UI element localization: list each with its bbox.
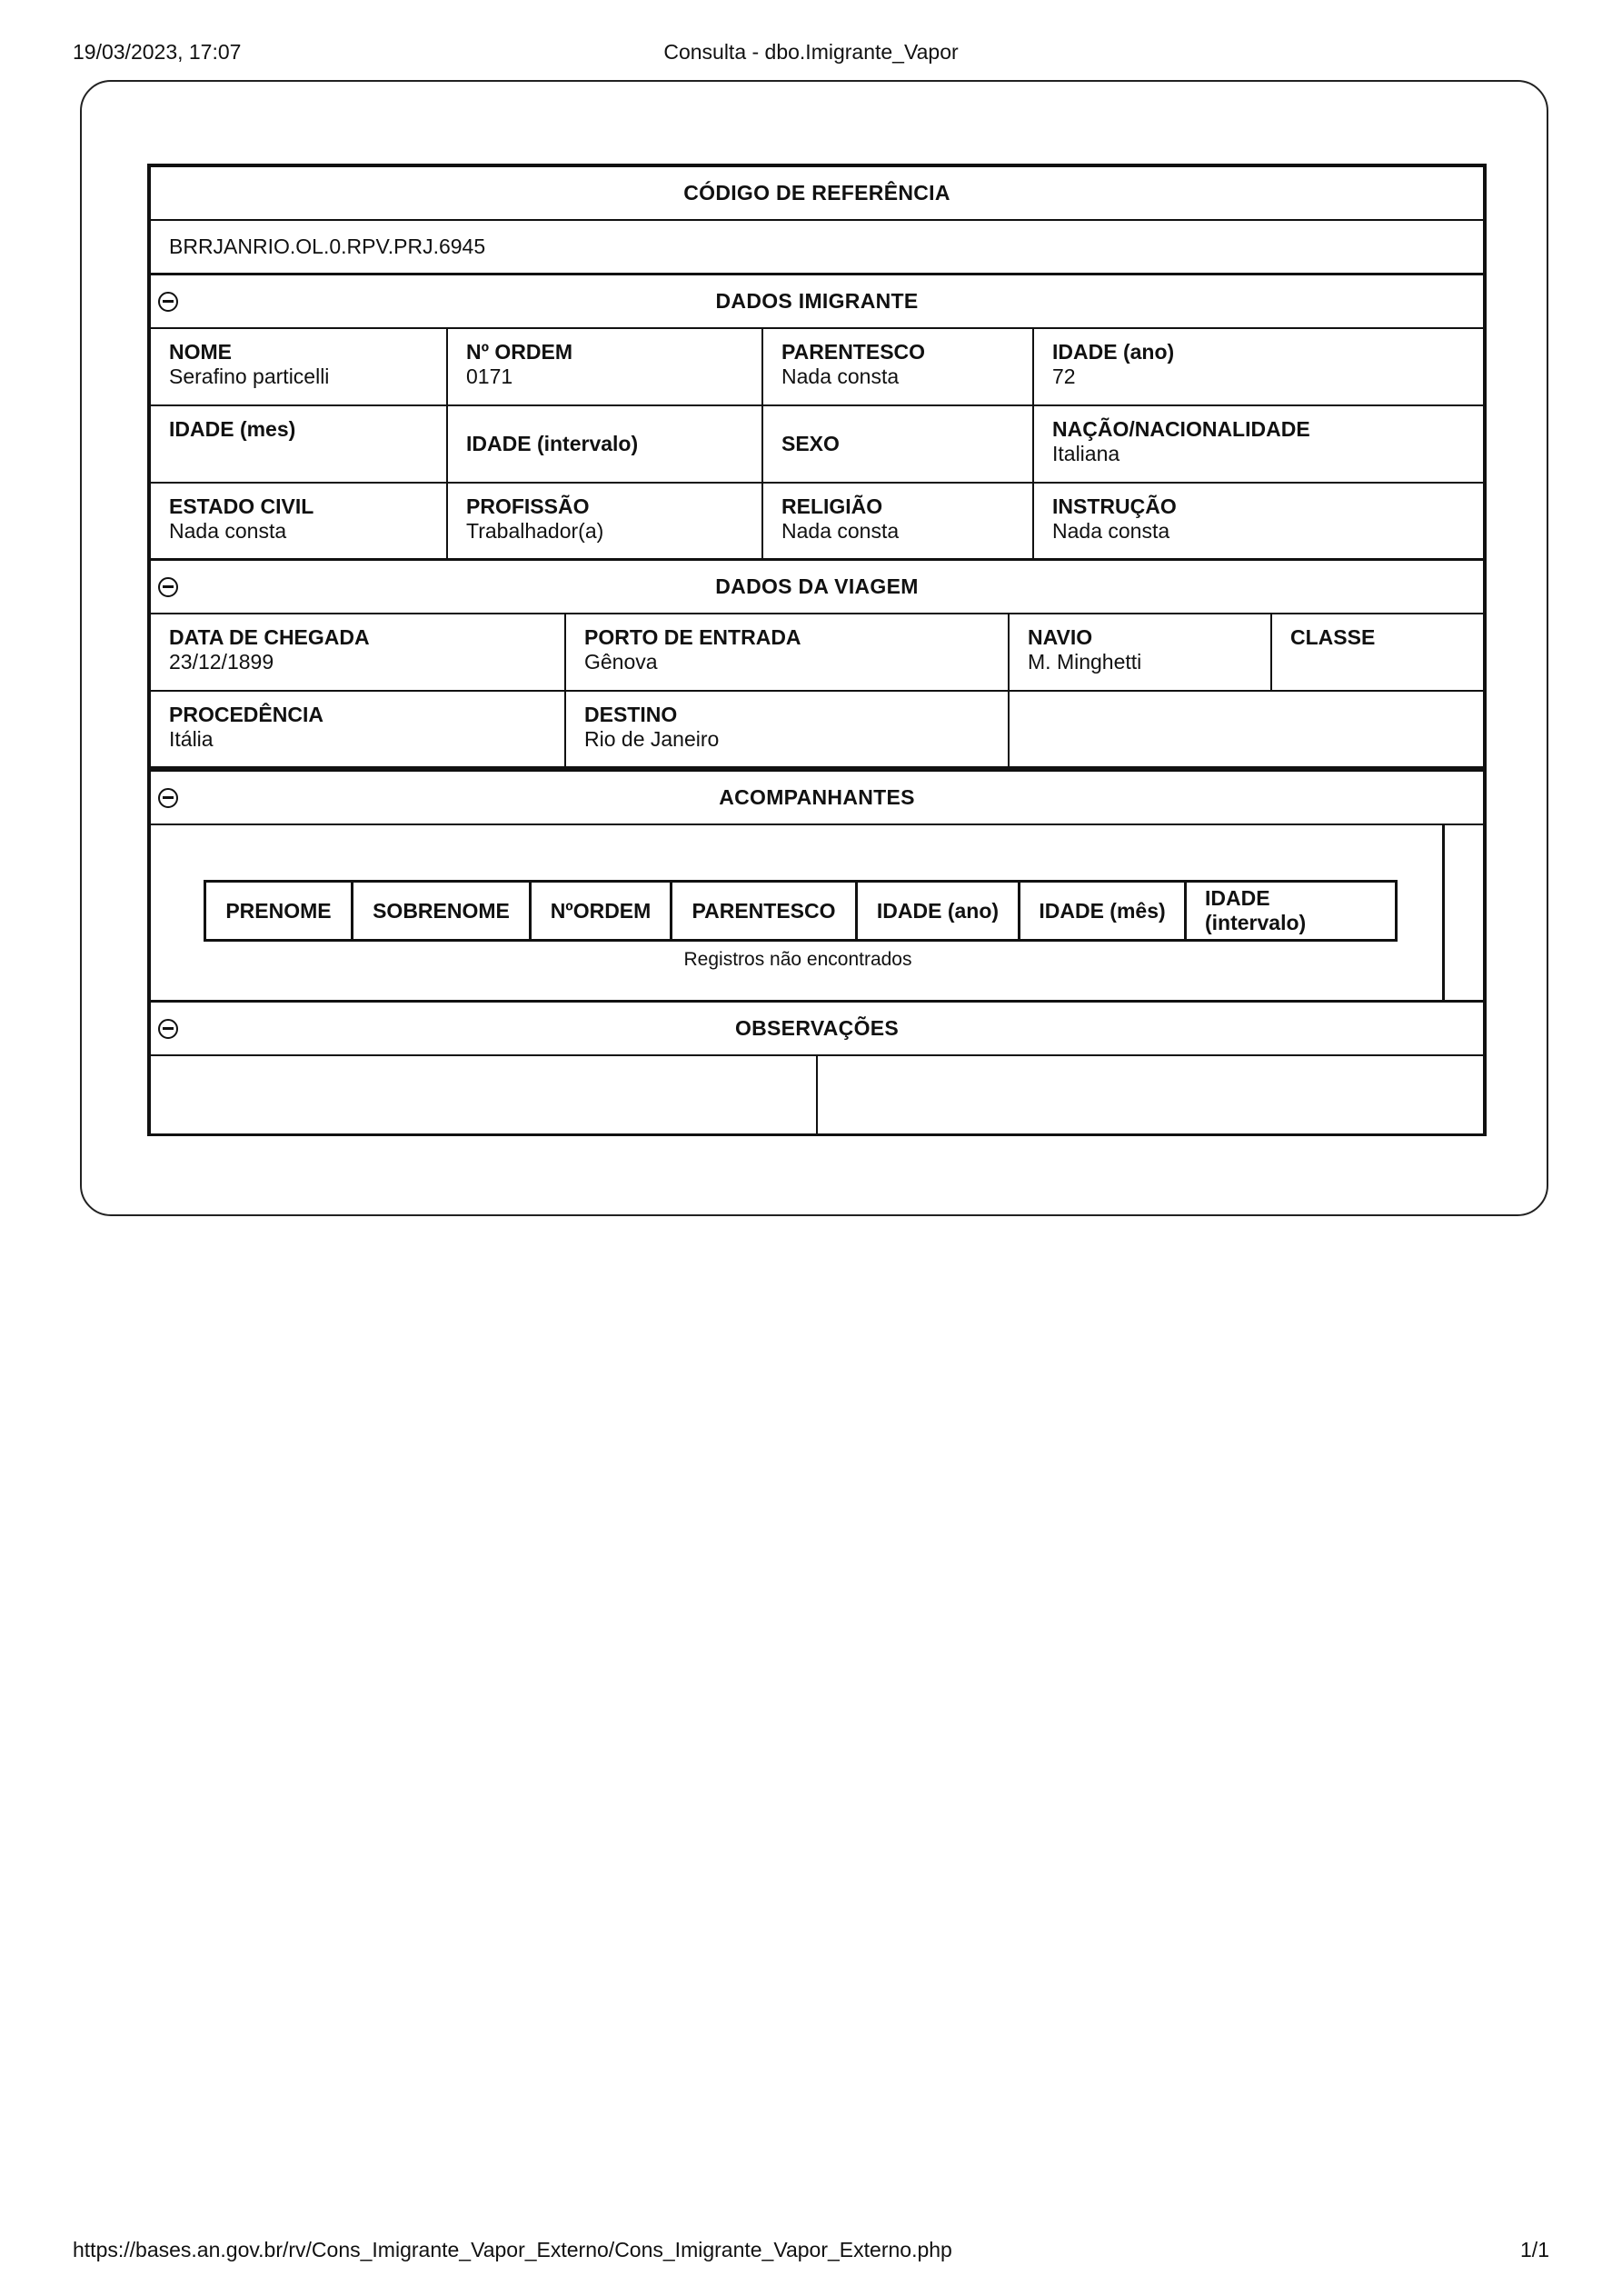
collapse-observacoes-icon[interactable] — [158, 1019, 178, 1039]
field-value: Serafino particelli — [169, 364, 330, 388]
field-value: Nada consta — [781, 364, 900, 388]
imigrante-section-header — [151, 275, 1483, 329]
imigrante-header-wrap — [151, 275, 1483, 327]
field-label: RELIGIÃO — [781, 494, 883, 518]
field-nome — [151, 329, 448, 404]
col-sobrenome: SOBRENOME — [353, 883, 532, 939]
viagem-header-wrap — [151, 561, 1483, 613]
acompanhantes-header-wrap — [151, 772, 1483, 824]
field-value: 0171 — [466, 364, 513, 388]
viagem-row-2 — [151, 692, 1483, 769]
empty-cell — [1010, 692, 1483, 766]
field-estado-civil — [151, 484, 448, 558]
observacoes-body — [151, 1056, 1483, 1133]
imigrante-row-3 — [151, 484, 1483, 561]
imigrante-row-2 — [151, 406, 1483, 484]
ref-value-row — [151, 221, 1483, 275]
field-nacionalidade — [1034, 406, 1483, 482]
field-idade-intervalo — [448, 406, 763, 482]
col-prenome: PRENOME — [206, 883, 353, 939]
observacoes-right — [818, 1056, 1483, 1133]
field-instrucao — [1034, 484, 1483, 558]
field-label: PARENTESCO — [781, 340, 926, 364]
field-value: Italiana — [1052, 442, 1120, 465]
print-title: Consulta - dbo.Imigrante_Vapor — [663, 40, 959, 64]
field-label: NAÇÃO/NACIONALIDADE — [1052, 417, 1310, 441]
field-data-chegada — [151, 614, 566, 690]
col-parentesco: PARENTESCO — [672, 883, 858, 939]
field-label: DATA DE CHEGADA — [169, 625, 370, 649]
field-value: Nada consta — [781, 519, 900, 543]
collapse-viagem-icon[interactable] — [158, 577, 178, 597]
viagem-heading: DADOS DA VIAGEM — [715, 574, 919, 598]
field-value: Trabalhador(a) — [466, 519, 604, 543]
field-label: PROFISSÃO — [466, 494, 590, 518]
viagem-section-header — [151, 561, 1483, 614]
field-religiao — [763, 484, 1034, 558]
observacoes-section-header — [151, 1003, 1483, 1056]
source-url: https://bases.an.gov.br/rv/Cons_Imigrante_Vapor_Externo/Cons_Imigrante_Vapor_Externo.php — [73, 2238, 952, 2261]
field-navio — [1010, 614, 1272, 690]
field-value: M. Minghetti — [1028, 650, 1142, 674]
field-label: SEXO — [781, 432, 840, 455]
field-procedencia — [151, 692, 566, 766]
acompanhantes-table-header — [204, 880, 1398, 942]
field-ordem — [448, 329, 763, 404]
empty-message: Registros não encontrados — [683, 949, 912, 970]
observacoes-body-row — [151, 1056, 1483, 1133]
collapse-imigrante-icon[interactable] — [158, 292, 178, 312]
field-label: IDADE (intervalo) — [466, 432, 639, 455]
field-label: NAVIO — [1028, 625, 1093, 649]
collapse-acompanhantes-icon[interactable] — [158, 788, 178, 808]
field-value: Itália — [169, 727, 214, 751]
ref-header-row — [151, 167, 1483, 221]
field-label: Nº ORDEM — [466, 340, 573, 364]
field-parentesco — [763, 329, 1034, 404]
field-value: 72 — [1052, 364, 1076, 388]
field-value: Nada consta — [169, 519, 287, 543]
field-idade-mes — [151, 406, 448, 482]
page-number: 1/1 — [1520, 2238, 1549, 2261]
field-sexo — [763, 406, 1034, 482]
ref-heading: CÓDIGO DE REFERÊNCIA — [683, 181, 950, 205]
field-value: Rio de Janeiro — [584, 727, 720, 751]
observacoes-header-wrap — [151, 1003, 1483, 1054]
field-label: DESTINO — [584, 703, 678, 726]
field-label: PORTO DE ENTRADA — [584, 625, 801, 649]
field-value: Nada consta — [1052, 519, 1170, 543]
field-porto-entrada — [566, 614, 1010, 690]
imigrante-heading: DADOS IMIGRANTE — [715, 289, 919, 313]
field-label: NOME — [169, 340, 232, 364]
imigrante-row-1 — [151, 329, 1483, 406]
acompanhantes-body — [151, 825, 1483, 1000]
observacoes-heading: OBSERVAÇÕES — [734, 1016, 900, 1040]
field-label: IDADE (mes) — [169, 417, 296, 441]
scrollbar-divider — [1442, 825, 1445, 1000]
field-idade-ano — [1034, 329, 1483, 404]
col-idade-mes: IDADE (mês) — [1020, 883, 1187, 939]
field-label: IDADE (ano) — [1052, 340, 1175, 364]
acompanhantes-section-header — [151, 769, 1483, 825]
field-label: INSTRUÇÃO — [1052, 494, 1177, 518]
col-idade-ano: IDADE (ano) — [858, 883, 1020, 939]
observacoes-left — [151, 1056, 818, 1133]
field-label: ESTADO CIVIL — [169, 494, 314, 518]
field-label: PROCEDÊNCIA — [169, 703, 323, 726]
field-classe — [1272, 614, 1483, 690]
acompanhantes-body-row — [151, 825, 1483, 1003]
ref-code: BRRJANRIO.OL.0.RPV.PRJ.6945 — [169, 235, 486, 258]
field-profissao — [448, 484, 763, 558]
field-destino — [566, 692, 1010, 766]
col-ordem: NºORDEM — [532, 883, 672, 939]
record-table — [147, 164, 1487, 1136]
print-date: 19/03/2023, 17:07 — [73, 40, 242, 64]
col-idade-intervalo: IDADE (intervalo) — [1205, 886, 1307, 934]
acompanhantes-heading: ACOMPANHANTES — [719, 785, 915, 809]
field-value: Gênova — [584, 650, 658, 674]
field-label: CLASSE — [1290, 625, 1376, 649]
field-value: 23/12/1899 — [169, 650, 274, 674]
viagem-row-1 — [151, 614, 1483, 692]
